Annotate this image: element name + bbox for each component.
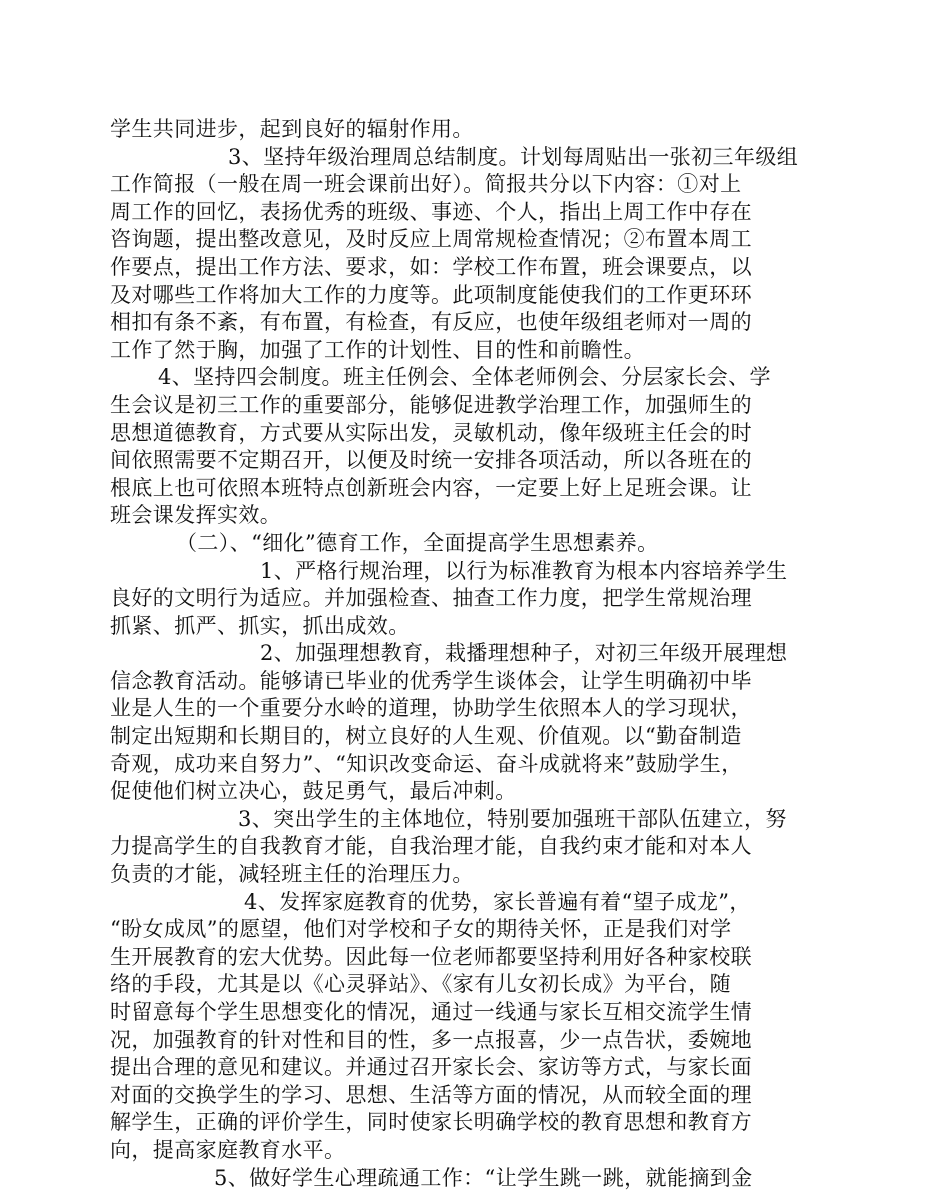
text-line: “盼女成凤”的愿望，他们对学校和子女的期待关怀，正是我们对学 (110, 917, 732, 942)
text-line: 4、发挥家庭教育的优势，家长普遍有着“望子成龙”， (244, 889, 751, 914)
text-line: 及对哪些工作将加大工作的力度等。此项制度能使我们的工作更环环 (110, 282, 752, 307)
text-line: 3、坚持年级治理周总结制度。计划每周贴出一张初三年级组 (228, 144, 799, 169)
text-line: 业是人生的一个重要分水岭的道理，协助学生依照本人的学习现状， (110, 696, 752, 721)
text-line: 3、突出学生的主体地位，特别要加强班干部队伍建立，努 (238, 806, 787, 831)
text-line: 根底上也可依照本班特点创新班会内容，一定要上好上足班会课。让 (110, 475, 752, 500)
text-line: 况，加强教育的针对性和目的性，多一点报喜，少一点告状，委婉地 (110, 1027, 752, 1052)
text-line: 负责的才能，减轻班主任的治理压力。 (110, 862, 474, 887)
text-line: 生会议是初三工作的重要部分，能够促进教学治理工作，加强师生的 (110, 392, 752, 417)
text-line: 班会课发挥实效。 (110, 503, 282, 528)
text-line: 向，提高家庭教育水平。 (110, 1137, 346, 1162)
text-line: 间依照需要不定期召开，以便及时统一安排各项活动，所以各班在的 (110, 448, 752, 473)
text-line: 相扣有条不紊，有布置，有检查，有反应，也使年级组老师对一周的 (110, 310, 752, 335)
text-line: 4、坚持四会制度。班主任例会、全体老师例会、分层家长会、学 (158, 365, 771, 390)
text-line: 思想道德教育，方式要从实际出发，灵敏机动，像年级班主任会的时 (110, 420, 752, 445)
text-line: 学生共同进步，起到良好的辐射作用。 (110, 117, 474, 141)
text-line: 络的手段，尤其是以《心灵驿站》、《家有儿女初长成》为平台，随 (110, 972, 731, 997)
text-line: 作要点，提出工作方法、要求，如：学校工作布置，班会课要点，以 (110, 254, 752, 279)
text-line: 抓紧、抓严、抓实，抓出成效。 (110, 613, 410, 638)
text-line: 信念教育活动。能够请已毕业的优秀学生谈体会，让学生明确初中毕 (110, 668, 752, 693)
text-line: 2、加强理想教育，栽播理想种子，对初三年级开展理想 (260, 641, 788, 666)
text-line: 力提高学生的自我教育才能，自我治理才能，自我约束才能和对本人 (110, 834, 752, 859)
text-line: 周工作的回忆，表扬优秀的班级、事迹、个人，指出上周工作中存在 (110, 199, 752, 224)
text-line: 良好的文明行为适应。并加强检查、抽查工作力度，把学生常规治理 (110, 586, 752, 611)
text-line: 促使他们树立决心，鼓足勇气，最后冲刺。 (110, 779, 517, 804)
text-line: 奇观，成功来自努力”、“知识改变命运、奋斗成就将来”鼓励学生， (110, 751, 743, 776)
text-line: 1、严格行规治理，以行为标准教育为根本内容培养学生 (260, 558, 788, 583)
text-line: 5、做好学生心理疏通工作：“让学生跳一跳，就能摘到金 (214, 1165, 753, 1190)
text-line: 解学生，正确的评价学生，同时使家长明确学校的教育思想和教育方 (110, 1110, 752, 1135)
text-line: 制定出短期和长期目的，树立良好的人生观、价值观。以“勤奋制造 (110, 724, 742, 749)
text-line: 工作了然于胸，加强了工作的计划性、目的性和前瞻性。 (110, 337, 645, 362)
text-line: 时留意每个学生思想变化的情况，通过一线通与家长互相交流学生情 (110, 1000, 752, 1024)
text-line: 提出合理的意见和建议。并通过召开家长会、家访等方式，与家长面 (110, 1055, 752, 1080)
body-text (110, 116, 810, 1192)
text-line: （二）、“细化”德育工作，全面提高学生思想素养。 (176, 530, 659, 555)
text-line: 对面的交换学生的学习、思想、生活等方面的情况，从而较全面的理 (110, 1082, 752, 1107)
text-line: 咨询题，提出整改意见，及时反应上周常规检查情况；②布置本周工 (110, 227, 752, 252)
text-line: 生开展教育的宏大优势。因此每一位老师都要坚持利用好各种家校联 (110, 944, 752, 969)
text-line: 工作简报（一般在周一班会课前出好）。简报共分以下内容：①对上 (110, 172, 742, 197)
